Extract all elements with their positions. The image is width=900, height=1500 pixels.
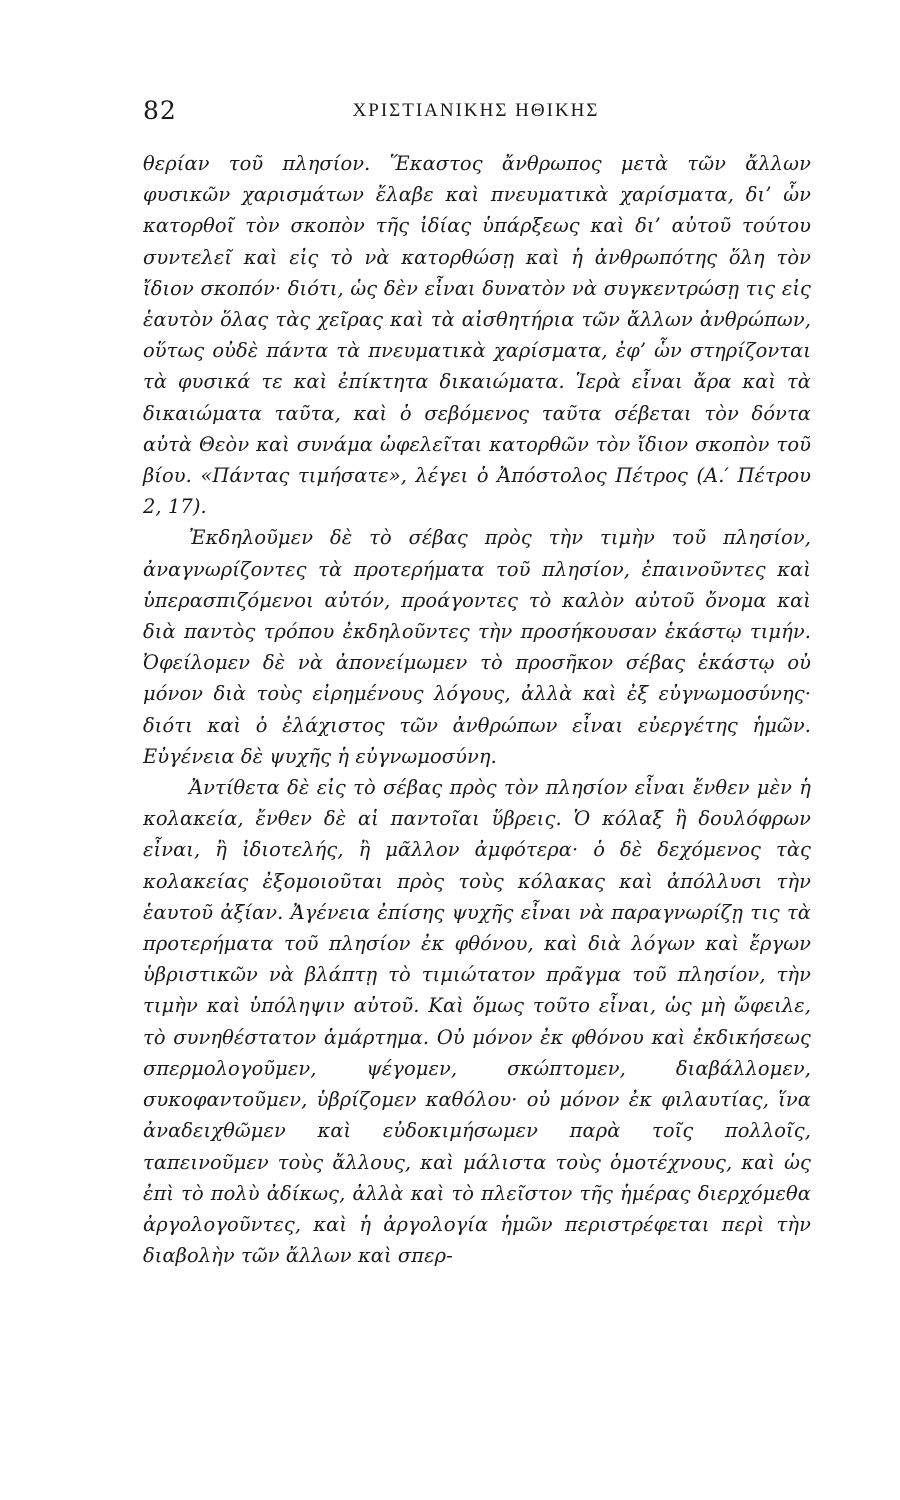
page-number: 82 xyxy=(143,96,177,125)
running-title: ΧΡΙΣΤΙΑΝΙΚΗΣ ΗΘΙΚΗΣ xyxy=(352,100,600,121)
body-text xyxy=(143,148,811,1271)
running-head xyxy=(143,96,809,136)
paragraph-1: θερίαν τοῦ πλησίον. Ἕκαστος ἄνθρωπος μετὰ τῶν ἄλλων φυσικῶν χαρισμάτων ἔλαβε καὶ πνευματικὰ χαρίσματα, δι’ ὧν κατορθοῖ τὸν σκοπὸν τῆς ἰδίας ὑπάρξεως καὶ δι’ αὐτοῦ τούτου συντελεῖ καὶ εἰς τὸ νὰ κατορθώσῃ καὶ ἡ ἀνθρωπότης ὅλη τὸν ἴδιον σκοπόν· διότι, ὡς δὲν εἶναι δυνατὸν νὰ συγκεντρώσῃ τις εἰς ἑαυτὸν ὅλας τὰς χεῖρας καὶ τὰ αἰσθητήρια τῶν ἄλλων ἀνθρώπων, οὕτως οὐδὲ πάντα τὰ πνευματικὰ χαρίσματα, ἐφ’ ὧν στηρίζονται τὰ φυσικά τε καὶ ἐπίκτητα δικαιώματα. Ἱερὰ εἶναι ἄρα καὶ τὰ δικαιώματα ταῦτα, καὶ ὁ σεβόμενος ταῦτα σέβεται τὸν δόντα αὐτὰ Θεὸν καὶ συνάμα ὠφελεῖται κατορθῶν τὸν ἴδιον σκοπὸν τοῦ βίου. «Πάντας τιμήσατε», λέγει ὁ Ἀπόστολος Πέτρος (Α.′ Πέτρου 2, 17). xyxy=(143,152,811,519)
paragraph-3: Ἀντίθετα δὲ εἰς τὸ σέβας πρὸς τὸν πλησίον εἶναι ἔνθεν μὲν ἡ κολακεία, ἔνθεν δὲ αἱ παντοῖαι ὕβρεις. Ὁ κόλαξ ἢ δουλόφρων εἶναι, ἢ ἰδιοτελής, ἢ μᾶλλον ἀμφότερα· ὁ δὲ δεχόμενος τὰς κολακείας ἐξομοιοῦται πρὸς τοὺς κόλακας καὶ ἀπόλλυσι τὴν ἑαυτοῦ ἀξίαν. Ἀγένεια ἐπίσης ψυχῆς εἶναι νὰ παραγνωρίζῃ τις τὰ προτερήματα τοῦ πλησίον ἐκ φθόνου, καὶ διὰ λόγων καὶ ἔργων ὑβριστικῶν νὰ βλάπτῃ τὸ τιμιώτατον πρᾶγμα τοῦ πλησίον, τὴν τιμὴν καὶ ὑπόληψιν αὐτοῦ. Καὶ ὅμως τοῦτο εἶναι, ὡς μὴ ὤφειλε, τὸ συνηθέστατον ἁμάρτημα. Οὐ μόνον ἐκ φθόνου καὶ ἐκδικήσεως σπερμολογοῦμεν, ψέγομεν, σκώπτομεν, διαβάλλομεν, συκοφαντοῦμεν, ὑβρίζομεν καθόλου· οὐ μόνον ἐκ φιλαυτίας, ἵνα ἀναδειχθῶμεν καὶ εὐδοκιμήσωμεν παρὰ τοῖς πολλοῖς, ταπεινοῦμεν τοὺς ἄλλους, καὶ μάλιστα τοὺς ὁμοτέχνους, καὶ ὡς ἐπὶ τὸ πολὺ ἀδίκως, ἀλλὰ καὶ τὸ πλεῖστον τῆς ἡμέρας διερχόμεθα ἀργολογοῦντες, καὶ ἡ ἀργολογία ἡμῶν περιστρέφεται περὶ τὴν διαβολὴν τῶν ἄλλων καὶ σπερ- xyxy=(143,776,811,1268)
paragraph-2: Ἐκδηλοῦμεν δὲ τὸ σέβας πρὸς τὴν τιμὴν τοῦ πλησίον, ἀναγνωρίζοντες τὰ προτερήματα τοῦ πλησίον, ἐπαινοῦντες καὶ ὑπερασπιζόμενοι αὐτόν, προάγοντες τὸ καλὸν αὐτοῦ ὄνομα καὶ διὰ παντὸς τρόπου ἐκδηλοῦντες τὴν προσήκουσαν ἑκάστῳ τιμήν. Ὀφείλομεν δὲ νὰ ἀπονείμωμεν τὸ προσῆκον σέβας ἑκάστῳ οὐ μόνον διὰ τοὺς εἰρημένους λόγους, ἀλλὰ καὶ ἐξ εὐγνωμοσύνης· διότι καὶ ὁ ἐλάχιστος τῶν ἀνθρώπων εἶναι εὐεργέτης ἡμῶν. Εὐγένεια δὲ ψυχῆς ἡ εὐγνωμοσύνη. xyxy=(143,526,811,768)
